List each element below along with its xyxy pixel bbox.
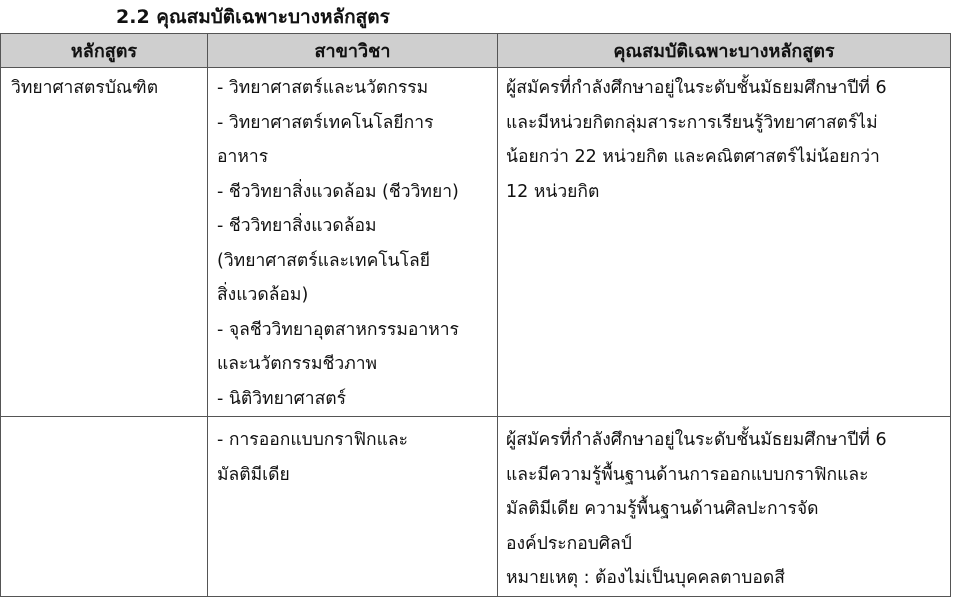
program-cell <box>1 417 208 597</box>
header-qualification: คุณสมบัติเฉพาะบางหลักสูตร <box>498 34 951 68</box>
major-line: - จุลชีววิทยาอุตสาหกรรมอาหาร <box>217 319 459 340</box>
major-line: สิ่งแวดล้อม) <box>217 285 309 305</box>
qualifications-table <box>0 33 951 597</box>
major-line: (วิทยาศาสตร์และเทคโนโลยี <box>217 250 431 271</box>
major-line: - วิทยาศาสตร์เทคโนโลยีการ <box>217 112 434 133</box>
major-line: มัลติมีเดีย <box>217 464 290 485</box>
major-line: - ชีววิทยาสิ่งแวดล้อม <box>217 216 377 236</box>
qualification-line: และมีหน่วยกิตกลุ่มสาระการเรียนรู้วิทยาศาสตร์ไม่ <box>506 112 878 133</box>
major-line: - นิติวิทยาศาสตร์ <box>217 388 347 409</box>
program-cell <box>1 68 208 417</box>
header-program: หลักสูตร <box>1 34 208 68</box>
qualification-line: 12 หน่วยกิต <box>506 181 600 202</box>
qualification-line: มัลติมีเดีย ความรู้พื้นฐานด้านศิลปะการจัด <box>506 499 819 519</box>
major-cell <box>208 68 498 417</box>
major-line: อาหาร <box>217 147 269 167</box>
header-major: สาขาวิชา <box>208 34 498 68</box>
qualification-note: หมายเหตุ : ต้องไม่เป็นบุคคลตาบอดสี <box>506 568 785 588</box>
table-row <box>1 417 951 597</box>
qualification-line: ผู้สมัครที่กำลังศึกษาอยู่ในระดับชั้นมัธยมศึกษาปีที่ 6 <box>506 430 887 450</box>
major-line: - การออกแบบกราฟิกและ <box>217 430 409 450</box>
major-cell <box>208 417 498 597</box>
program-name: วิทยาศาสตรบัณฑิต <box>11 78 159 98</box>
major-line: และนวัตกรรมชีวภาพ <box>217 354 378 374</box>
qualification-cell <box>498 417 951 597</box>
qualification-line: ผู้สมัครที่กำลังศึกษาอยู่ในระดับชั้นมัธยมศึกษาปีที่ 6 <box>506 78 887 98</box>
section-title: 2.2 คุณสมบัติเฉพาะบางหลักสูตร <box>116 6 390 28</box>
qualification-cell <box>498 68 951 417</box>
major-line: - วิทยาศาสตร์และนวัตกรรม <box>217 78 429 98</box>
qualification-line: และมีความรู้พื้นฐานด้านการออกแบบกราฟิกและ <box>506 464 869 485</box>
table-row <box>1 68 951 417</box>
table-header-row <box>1 34 951 68</box>
major-line: - ชีววิทยาสิ่งแวดล้อม (ชีววิทยา) <box>217 181 459 202</box>
qualification-line: น้อยกว่า 22 หน่วยกิต และคณิตศาสตร์ไม่น้อยกว่า <box>506 147 880 167</box>
qualification-line: องค์ประกอบศิลป์ <box>506 533 632 554</box>
